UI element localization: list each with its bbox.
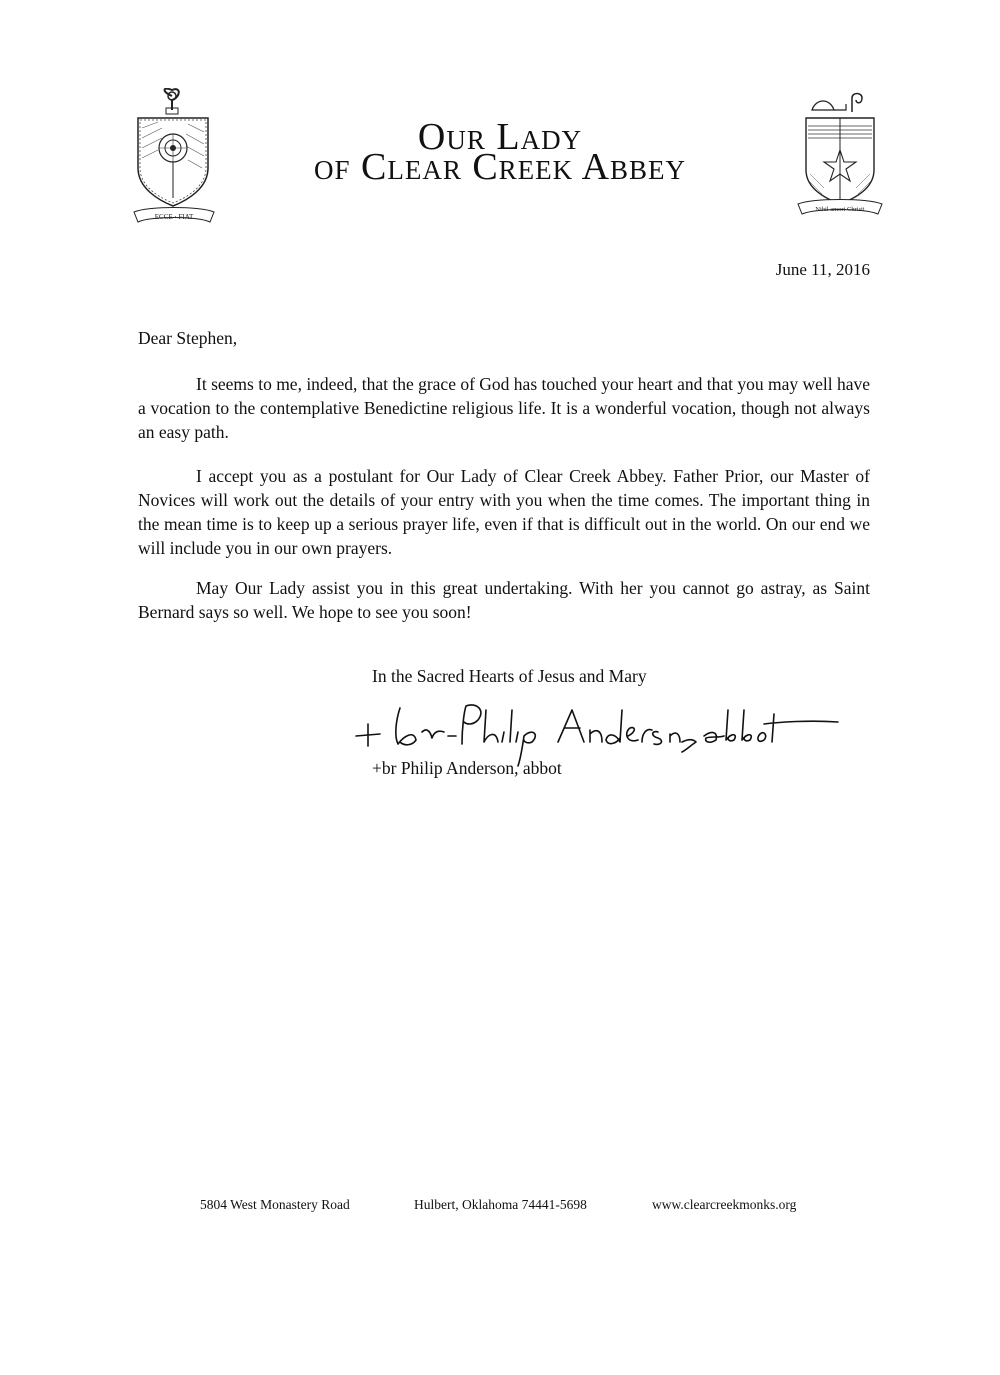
right-crest-motto: Nihil amori Christi (815, 206, 865, 213)
footer-city: Hulbert, Oklahoma 74441-5698 (414, 1197, 587, 1212)
body-paragraph-1: It seems to me, indeed, that the grace of God has touched your heart and that you may well have a vocation to the contemplative Benedictine religious life. It is a wonderful vocation, though not always an easy path. (138, 374, 871, 442)
abbey-title-line1: Our Lady (417, 116, 583, 158)
left-abbey-crest (128, 88, 220, 233)
letter-date: June 11, 2016 (775, 260, 870, 279)
footer-website: www.clearcreekmonks.org (652, 1197, 797, 1212)
abbey-title-line2: of Clear Creek Abbey (313, 146, 687, 188)
salutation: Dear Stephen, (138, 328, 238, 348)
signer-name: +br Philip Anderson, abbot (372, 758, 562, 778)
left-crest-motto: ECCE · FIAT (154, 213, 194, 221)
body-paragraph-2: I accept you as a postulant for Our Lady of Clear Creek Abbey. Father Prior, our Master of Novices will work out the details of your entry with you when the time comes. The important thing in the mean time is to keep up a serious prayer life, even if that is difficult out in the world. On our end we will include you in our own prayers. (138, 466, 870, 558)
right-abbey-crest (794, 92, 886, 227)
body-paragraph-3: May Our Lady assist you in this great undertaking. With her you cannot go astray, as Saint Bernard says so well. We hope to see you soon! (138, 578, 870, 622)
footer-address: 5804 West Monastery Road (200, 1197, 350, 1212)
closing-line: In the Sacred Hearts of Jesus and Mary (372, 666, 647, 686)
